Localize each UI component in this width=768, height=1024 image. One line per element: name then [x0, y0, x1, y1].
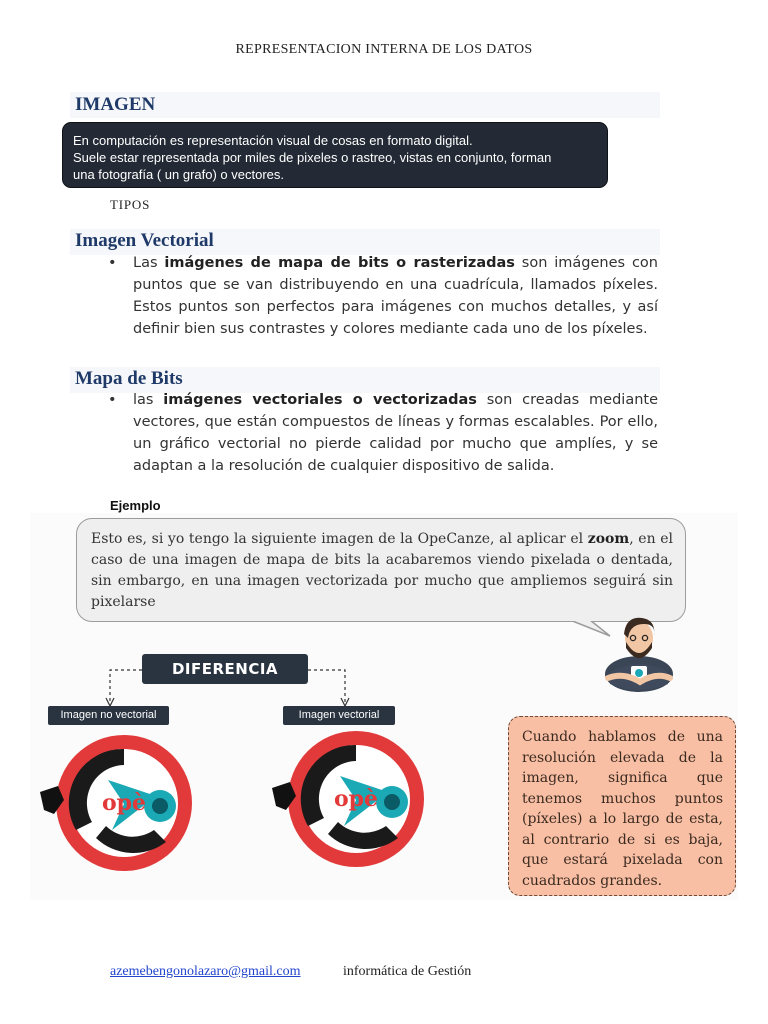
bullet-dot: • [108, 255, 117, 271]
resolution-note: Cuando hablamos de una resolución elevada de la imagen, significa que tenemos muchos puntos (píxeles) a lo largo de esta, al contrario de si es baja, que estará pixelada con cuadrados grandes. [508, 716, 736, 896]
logo-raster-icon [36, 730, 196, 880]
bullet-prefix: Las [133, 255, 165, 271]
bullet-mapa-bits [108, 389, 658, 477]
bullet-text [133, 252, 658, 340]
definition-line: Suele estar representada por miles de pixeles o rastreo, vistas en conjunto, forman [73, 150, 552, 165]
bullet-bold: imágenes vectoriales o vectorizadas [163, 392, 477, 408]
logo-mark: opè [101, 790, 147, 816]
speech-prefix: Esto es, si yo tengo la siguiente imagen de la OpeCanze, al aplicar el [91, 531, 588, 547]
definition-line: En computación es representación visual de cosas en formato digital. [73, 133, 473, 148]
heading-imagen-vectorial: Imagen Vectorial [75, 230, 214, 251]
speech-bold: zoom [587, 531, 630, 547]
definition-box [62, 122, 608, 188]
bullet-dot: • [108, 392, 117, 408]
tag-imagen-no-vectorial: Imagen no vectorial [48, 706, 169, 725]
diferencia-banner: DIFERENCIA [142, 654, 308, 684]
definition-line: una fotografía ( un grafo) o vectores. [73, 167, 285, 182]
character-icon [600, 612, 678, 692]
tipos-label: TIPOS [110, 197, 151, 212]
heading-band [70, 92, 660, 118]
speech-rest: , en el caso de una imagen de mapa de bits la acabaremos viendo pixelada o dentada, sin embargo, en una imagen vectorizada por mucho que ampliemos seguirá sin pixelarse [91, 531, 673, 610]
heading-imagen: IMAGEN [75, 94, 156, 115]
footer-email-link[interactable]: azemebengonolazaro@gmail.com [110, 964, 301, 979]
bullet-text [133, 389, 658, 477]
bullet-rest: son imágenes con puntos que se van distribuyendo en una cuadrícula, llamados píxeles. Estos puntos son perfectos para imágenes con muchos detalles, y así definir bien sus contrastes y colores mediante cada uno de los píxeles. [133, 255, 658, 337]
heading-mapa-de-bits: Mapa de Bits [75, 368, 183, 389]
logo-mark: opè [333, 786, 379, 812]
footer-text: informática de Gestión [343, 964, 472, 979]
bullet-vectorial [108, 252, 658, 340]
bullet-bold: imágenes de mapa de bits o rasterizadas [164, 255, 515, 271]
bullet-rest: son creadas mediante vectores, que están compuestos de líneas y formas escalables. Por ello, un gráfico vectorial no pierde calidad por mucho que amplíes, y se adaptan a la resolución de cualquier dispositivo de salida. [133, 392, 659, 474]
ejemplo-label: Ejemplo [110, 498, 161, 513]
tag-imagen-vectorial: Imagen vectorial [283, 706, 395, 725]
bullet-prefix: las [133, 392, 164, 408]
logo-vector-icon [268, 726, 430, 876]
document-title: REPRESENTACION INTERNA DE LOS DATOS [235, 42, 533, 57]
